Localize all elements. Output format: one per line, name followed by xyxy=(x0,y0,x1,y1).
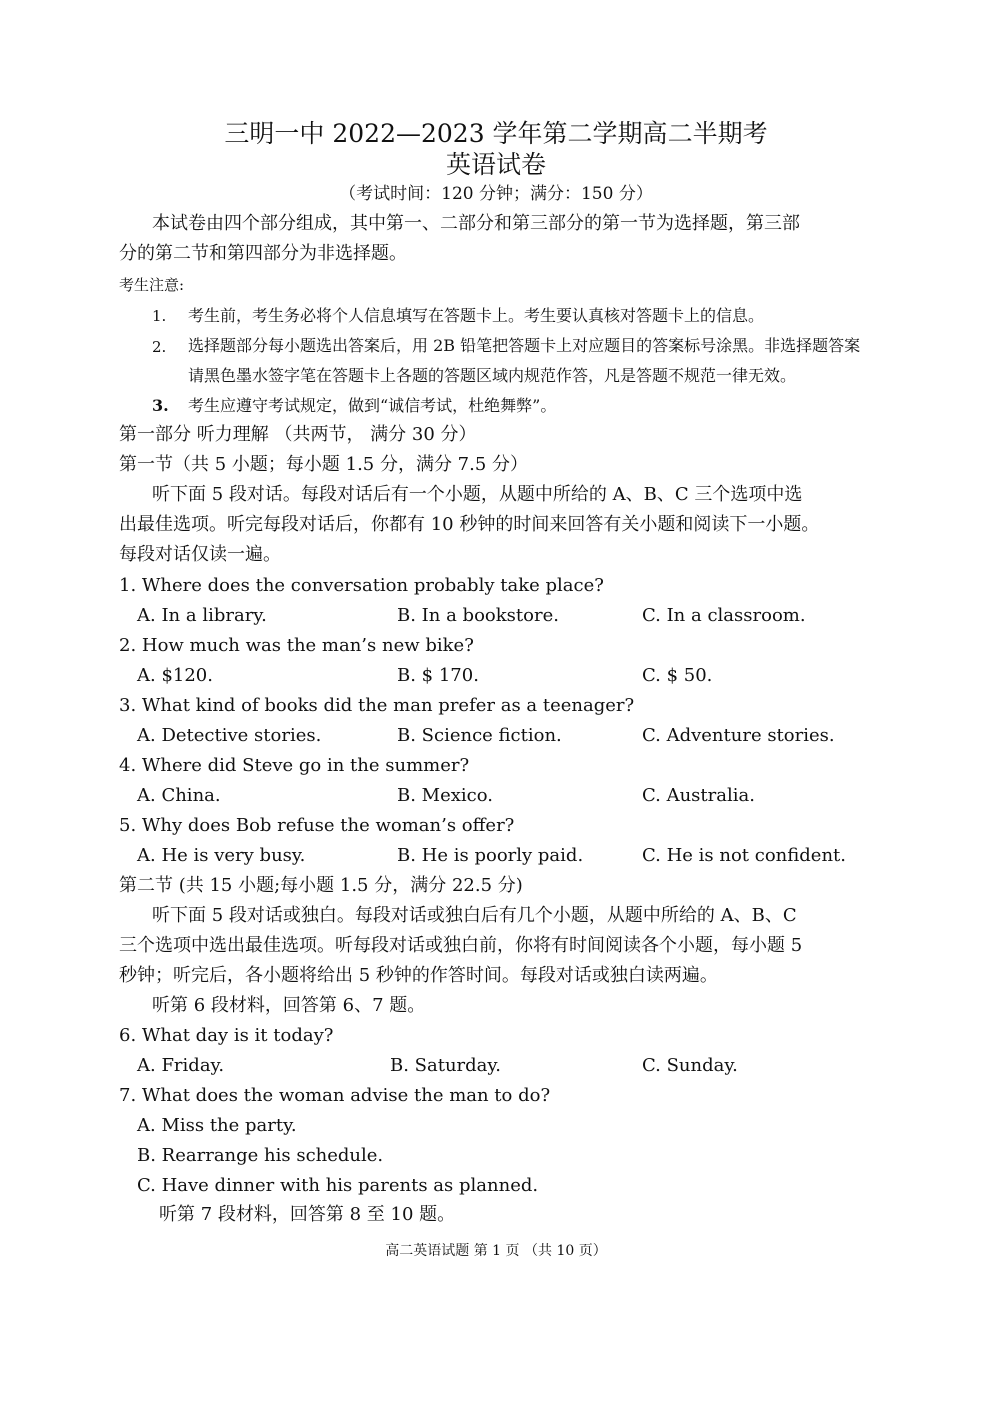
option-a: A. In a library. xyxy=(137,605,267,626)
option-b: B. Rearrange his schedule. xyxy=(137,1145,384,1166)
option-a: A. China. xyxy=(137,785,221,806)
option-a: A. Detective stories. xyxy=(137,725,322,746)
note-text: 考生前，考生务必将个人信息填写在答题卡上。考生要认真核对答题卡上的信息。 xyxy=(188,306,765,325)
section-instruction: 三个选项中选出最佳选项。听每段对话或独白前，你将有时间阅读各个小题，每小题 5 xyxy=(119,935,803,956)
section-instruction: 每段对话仅读一遍。 xyxy=(119,544,281,565)
question-text: 1. Where does the conversation probably take place? xyxy=(119,575,604,596)
note-text-continued: 请黑色墨水签字笔在答题卡上各题的答题区域内规范作答，凡是答题不规范一律无效。 xyxy=(188,366,797,385)
material-prompt: 听第 6 段材料，回答第 6、7 题。 xyxy=(152,995,426,1016)
option-b: B. Science fiction. xyxy=(397,725,562,746)
note-text: 考生应遵守考试规定，做到“诚信考试，杜绝舞弊”。 xyxy=(188,396,557,415)
option-a: A. $120. xyxy=(137,665,213,686)
option-c: C. Sunday. xyxy=(642,1055,738,1076)
option-c: C. $ 50. xyxy=(642,665,713,686)
part-heading: 第一部分 听力理解 （共两节， 满分 30 分） xyxy=(119,424,477,445)
note-number: 2. xyxy=(152,338,167,356)
exam-title: 三明一中 2022—2023 学年第二学期高二半期考 xyxy=(224,119,768,148)
question-text: 5. Why does Bob refuse the woman’s offer? xyxy=(119,815,515,836)
section-instruction: 出最佳选项。听完每段对话后，你都有 10 秒钟的时间来回答有关小题和阅读下一小题。 xyxy=(119,514,820,535)
option-c: C. Australia. xyxy=(642,785,755,806)
section-instruction: 听下面 5 段对话或独白。每段对话或独白后有几个小题，从题中所给的 A、B、C xyxy=(152,905,797,926)
option-a: A. Miss the party. xyxy=(137,1115,297,1136)
material-prompt: 听第 7 段材料，回答第 8 至 10 题。 xyxy=(159,1204,456,1225)
exam-subject-title: 英语试卷 xyxy=(445,150,546,179)
option-c: C. Adventure stories. xyxy=(642,725,835,746)
option-b: B. Mexico. xyxy=(397,785,493,806)
question-text: 3. What kind of books did the man prefer as a teenager? xyxy=(119,695,635,716)
section-heading: 第二节 (共 15 小题;每小题 1.5 分，满分 22.5 分) xyxy=(119,875,523,896)
section-instruction: 秒钟；听完后，各小题将给出 5 秒钟的作答时间。每段对话或独白读两遍。 xyxy=(119,965,718,986)
question-text: 6. What day is it today? xyxy=(119,1025,334,1046)
option-a: A. Friday. xyxy=(137,1055,225,1076)
option-b: B. He is poorly paid. xyxy=(397,845,584,866)
option-b: B. In a bookstore. xyxy=(397,605,559,626)
question-text: 4. Where did Steve go in the summer? xyxy=(119,755,470,776)
option-a: A. He is very busy. xyxy=(137,845,306,866)
section-instruction: 听下面 5 段对话。每段对话后有一个小题，从题中所给的 A、B、C 三个选项中选 xyxy=(152,484,803,505)
exam-info: （考试时间：120 分钟；满分：150 分） xyxy=(339,184,653,204)
page-footer: 高二英语试题 第 1 页 （共 10 页） xyxy=(385,1243,607,1259)
option-c: C. He is not confident. xyxy=(642,845,846,866)
option-c: C. Have dinner with his parents as planned. xyxy=(137,1175,539,1196)
note-text: 选择题部分每小题选出答案后，用 2B 铅笔把答题卡上对应题目的答案标号涂黑。非选择题答案 xyxy=(188,336,861,355)
section-heading: 第一节（共 5 小题；每小题 1.5 分，满分 7.5 分） xyxy=(119,454,529,475)
question-text: 7. What does the woman advise the man to do? xyxy=(119,1085,551,1106)
question-text: 2. How much was the man’s new bike? xyxy=(119,635,474,656)
note-number: 3. xyxy=(152,396,169,415)
intro-line-2: 分的第二节和第四部分为非选择题。 xyxy=(119,243,407,264)
intro-line-1: 本试卷由四个部分组成，其中第一、二部分和第三部分的第一节为选择题，第三部 xyxy=(152,213,800,234)
note-number: 1. xyxy=(152,307,167,325)
option-c: C. In a classroom. xyxy=(642,605,806,626)
notice-label: 考生注意: xyxy=(119,276,185,294)
option-b: B. Saturday. xyxy=(390,1055,501,1076)
option-b: B. $ 170. xyxy=(397,665,479,686)
